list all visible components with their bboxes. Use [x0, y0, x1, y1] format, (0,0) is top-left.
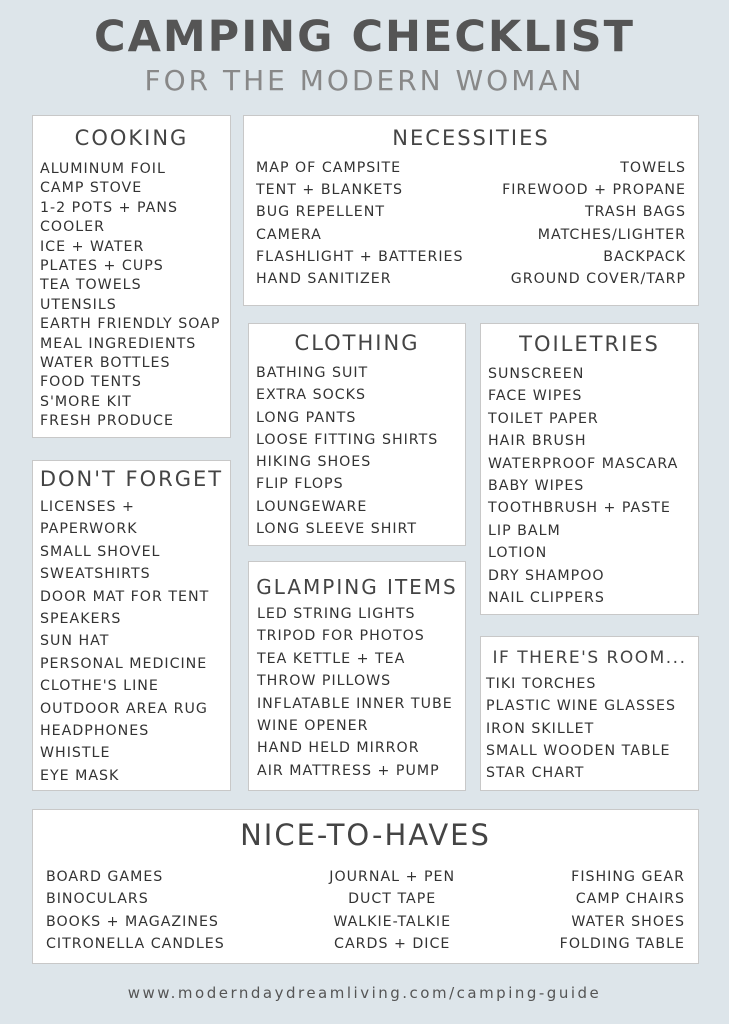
section-title: NICE-TO-HAVES: [240, 818, 491, 852]
list-item: DRY SHAMPOO: [488, 567, 605, 584]
list-item: INFLATABLE INNER TUBE: [257, 695, 453, 712]
footer-url[interactable]: www.moderndaydreamliving.com/camping-guide: [127, 984, 602, 1002]
list-item: TOWELS: [620, 160, 686, 176]
list-item: BABY WIPES: [488, 477, 585, 494]
if-theres-room-section: [480, 636, 699, 791]
section-title: NECESSITIES: [392, 126, 550, 150]
list-item: LONG SLEEVE SHIRT: [256, 521, 418, 538]
list-item: TOILET PAPER: [488, 410, 599, 427]
list-item: PERSONAL MEDICINE: [40, 655, 208, 672]
list-item: DUCT TAPE: [348, 891, 437, 908]
nice-to-haves-section: [32, 809, 699, 964]
list-item: S'MORE KIT: [40, 393, 132, 410]
list-item: JOURNAL + PEN: [329, 869, 456, 885]
item-list: [481, 673, 698, 784]
list-item: PLASTIC WINE GLASSES: [486, 698, 676, 715]
list-item: BOARD GAMES: [46, 869, 164, 885]
list-item: 1-2 POTS + PANS: [40, 199, 178, 216]
item-list-left: [46, 866, 225, 956]
section-title: IF THERE'S ROOM...: [492, 648, 687, 668]
list-item: FISHING GEAR: [571, 869, 685, 885]
list-item: OUTDOOR AREA RUG: [40, 700, 208, 717]
section-title: CLOTHING: [294, 331, 420, 355]
list-item: PLATES + CUPS: [40, 257, 164, 274]
list-item: TRASH BAGS: [584, 204, 686, 221]
list-item: CAMP STOVE: [40, 180, 143, 197]
item-list-center: [329, 866, 455, 956]
list-item: WATER SHOES: [571, 913, 685, 930]
list-item: NAIL CLIPPERS: [488, 589, 605, 606]
page-subtitle: FOR THE MODERN WOMAN: [144, 64, 585, 97]
list-item: LIP BALM: [488, 522, 561, 539]
list-item: WALKIE-TALKIE: [333, 913, 452, 930]
list-item: CARDS + DICE: [334, 936, 451, 953]
item-list: [249, 362, 465, 540]
list-item: LONG PANTS: [256, 409, 357, 426]
list-item: HIKING SHOES: [256, 454, 372, 471]
list-item: LOTION: [488, 545, 548, 562]
item-list: [33, 160, 230, 431]
list-item: HAIR BRUSH: [488, 433, 587, 450]
list-item: EARTH FRIENDLY SOAP: [40, 316, 221, 333]
list-item: FACE WIPES: [488, 388, 583, 405]
list-item: STAR CHART: [486, 765, 585, 782]
item-list: [481, 363, 698, 609]
list-item: COOLER: [40, 219, 105, 236]
list-item: CLOTHE'S LINE: [40, 678, 159, 695]
list-item: LED STRING LIGHTS: [257, 606, 416, 622]
list-item: TIKI TORCHES: [486, 676, 597, 692]
list-item: PAPERWORK: [40, 521, 138, 538]
list-item: THROW PILLOWS: [257, 673, 392, 690]
list-item: ALUMINUM FOIL: [40, 161, 166, 177]
list-item: DOOR MAT FOR TENT: [40, 588, 210, 605]
list-item: TENT + BLANKETS: [256, 182, 404, 199]
list-item: WATER BOTTLES: [40, 354, 171, 371]
list-item: BATHING SUIT: [256, 365, 369, 381]
list-item: WINE OPENER: [257, 717, 369, 734]
toiletries-section: [480, 323, 699, 615]
list-item: MAP OF CAMPSITE: [256, 160, 402, 176]
list-item: TEA KETTLE + TEA: [257, 650, 406, 667]
list-item: LICENSES +: [40, 499, 135, 515]
list-item: EYE MASK: [40, 767, 120, 784]
list-item: BUG REPELLENT: [256, 204, 386, 221]
list-item: HAND SANITIZER: [256, 270, 392, 287]
section-title: TOILETRIES: [519, 332, 660, 356]
list-item: TOOTHBRUSH + PASTE: [488, 500, 671, 517]
list-item: BOOKS + MAGAZINES: [46, 913, 219, 930]
list-item: CITRONELLA CANDLES: [46, 936, 225, 953]
cooking-section: [32, 115, 231, 438]
list-item: MATCHES/LIGHTER: [537, 226, 686, 243]
list-item: WATERPROOF MASCARA: [488, 455, 679, 472]
list-item: CAMP CHAIRS: [575, 891, 685, 908]
section-title: DON'T FORGET: [39, 467, 224, 491]
list-item: SUN HAT: [40, 633, 110, 650]
section-title: GLAMPING ITEMS: [256, 575, 458, 599]
list-item: GROUND COVER/TARP: [510, 270, 686, 287]
list-item: TRIPOD FOR PHOTOS: [257, 628, 425, 645]
item-list-right: [502, 157, 686, 290]
list-item: SMALL WOODEN TABLE: [486, 742, 671, 759]
necessities-section: [243, 115, 699, 306]
list-item: SPEAKERS: [40, 610, 122, 627]
clothing-section: [248, 323, 466, 546]
list-item: FOOD TENTS: [40, 374, 142, 391]
item-list-left: [256, 157, 464, 290]
list-item: FOLDING TABLE: [559, 936, 685, 953]
list-item: TEA TOWELS: [40, 277, 142, 294]
list-item: FLASHLIGHT + BATTERIES: [256, 248, 464, 265]
list-item: FLIP FLOPS: [256, 476, 344, 493]
list-item: ICE + WATER: [40, 238, 145, 255]
section-title: COOKING: [74, 126, 189, 150]
item-list: [33, 496, 230, 787]
page-title: CAMPING CHECKLIST: [94, 12, 635, 62]
list-item: LOOSE FITTING SHIRTS: [256, 431, 439, 448]
glamping-section: [248, 561, 466, 791]
list-item: MEAL INGREDIENTS: [40, 335, 197, 352]
dont-forget-section: [32, 460, 231, 791]
item-list: [249, 603, 465, 782]
list-item: HAND HELD MIRROR: [257, 740, 420, 757]
list-item: HEADPHONES: [40, 722, 150, 739]
list-item: SMALL SHOVEL: [40, 543, 161, 560]
item-list-right: [560, 866, 685, 956]
list-item: EXTRA SOCKS: [256, 387, 366, 404]
list-item: IRON SKILLET: [486, 720, 595, 737]
list-item: BACKPACK: [603, 248, 686, 265]
list-item: SWEATSHIRTS: [40, 566, 151, 583]
list-item: FRESH PRODUCE: [40, 413, 174, 430]
list-item: CAMERA: [256, 226, 322, 243]
list-item: BINOCULARS: [46, 891, 149, 908]
list-item: FIREWOOD + PROPANE: [502, 182, 686, 199]
list-item: SUNSCREEN: [488, 366, 585, 382]
list-item: WHISTLE: [40, 745, 111, 762]
list-item: LOUNGEWARE: [256, 498, 368, 515]
list-item: UTENSILS: [40, 296, 117, 313]
list-item: AIR MATTRESS + PUMP: [257, 762, 440, 779]
